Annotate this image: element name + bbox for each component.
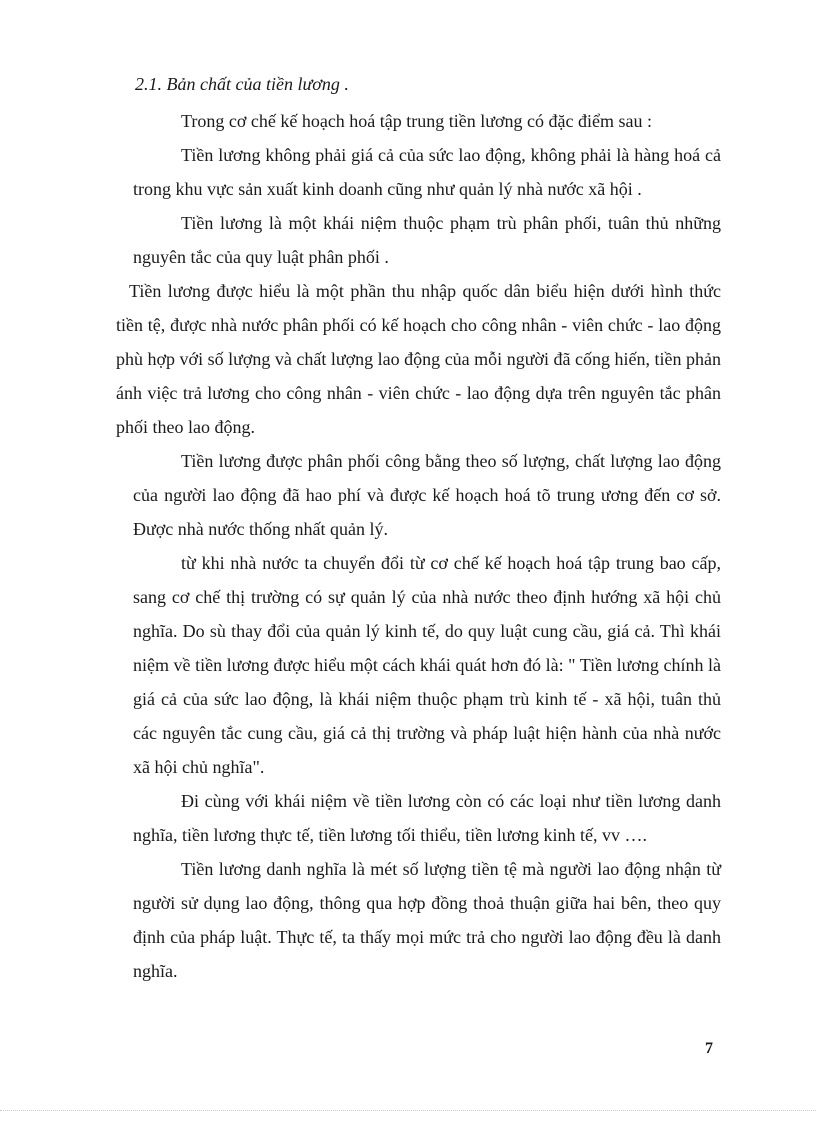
body-text	[116, 104, 721, 988]
section-heading: 2.1. Bản chất của tiền lương .	[135, 74, 349, 94]
paragraph-3: Tiền lương là một khái niệm thuộc phạm trù phân phối, tuân thủ những nguyên tắc của quy luật phân phối .	[133, 213, 721, 267]
paragraph-8: Tiền lương danh nghĩa là mét số lượng tiền tệ mà người lao động nhận từ người sử dụng lao động, thông qua hợp đồng thoả thuận giữa hai bên, theo quy định của pháp luật. Thực tế, ta thấy mọi mức trả cho người lao động đều là danh nghĩa.	[133, 859, 721, 981]
paragraph-1: Trong cơ chế kế hoạch hoá tập trung tiền lương có đặc điểm sau :	[181, 111, 653, 131]
paragraph-2: Tiền lương không phải giá cả của sức lao động, không phải là hàng hoá cả trong khu vực sản xuất kinh doanh cũng như quản lý nhà nước xã hội .	[133, 145, 721, 199]
page-bottom-divider	[0, 1110, 816, 1111]
page-number: 7	[705, 1040, 713, 1057]
paragraph-5: Tiền lương được phân phối công bằng theo số lượng, chất lượng lao động của người lao động đã hao phí và được kế hoạch hoá tõ trung ương đến cơ sở. Được nhà nước thống nhất quản lý.	[133, 451, 721, 539]
paragraph-6: từ khi nhà nước ta chuyển đổi từ cơ chế kế hoạch hoá tập trung bao cấp, sang cơ chế thị trường có sự quản lý của nhà nước theo định hướng xã hội chủ nghĩa. Do sù thay đổi của quản lý kinh tế, do quy luật cung cầu, giá cả. Thì khái niệm về tiền lương được hiểu một cách khái quát hơn đó là: " Tiền lương chính là giá cả của sức lao động, là khái niệm thuộc phạm trù kinh tế - xã hội, tuân thủ các nguyên tắc cung cầu, giá cả thị trường và pháp luật hiện hành của nhà nước xã hội chủ nghĩa".	[133, 553, 721, 777]
paragraph-7: Đi cùng với khái niệm về tiền lương còn có các loại như tiền lương danh nghĩa, tiền lương thực tế, tiền lương tối thiểu, tiền lương kinh tế, vv ….	[133, 791, 721, 845]
paragraph-4: Tiền lương được hiểu là một phần thu nhập quốc dân biểu hiện dưới hình thức tiền tệ, được nhà nước phân phối có kế hoạch cho công nhân - viên chức - lao động phù hợp với số lượng và chất lượng lao động của mỗi người đã cống hiến, tiền phản ánh việc trả lương cho công nhân - viên chức - lao động dựa trên nguyên tắc phân phối theo lao động.	[116, 281, 721, 437]
